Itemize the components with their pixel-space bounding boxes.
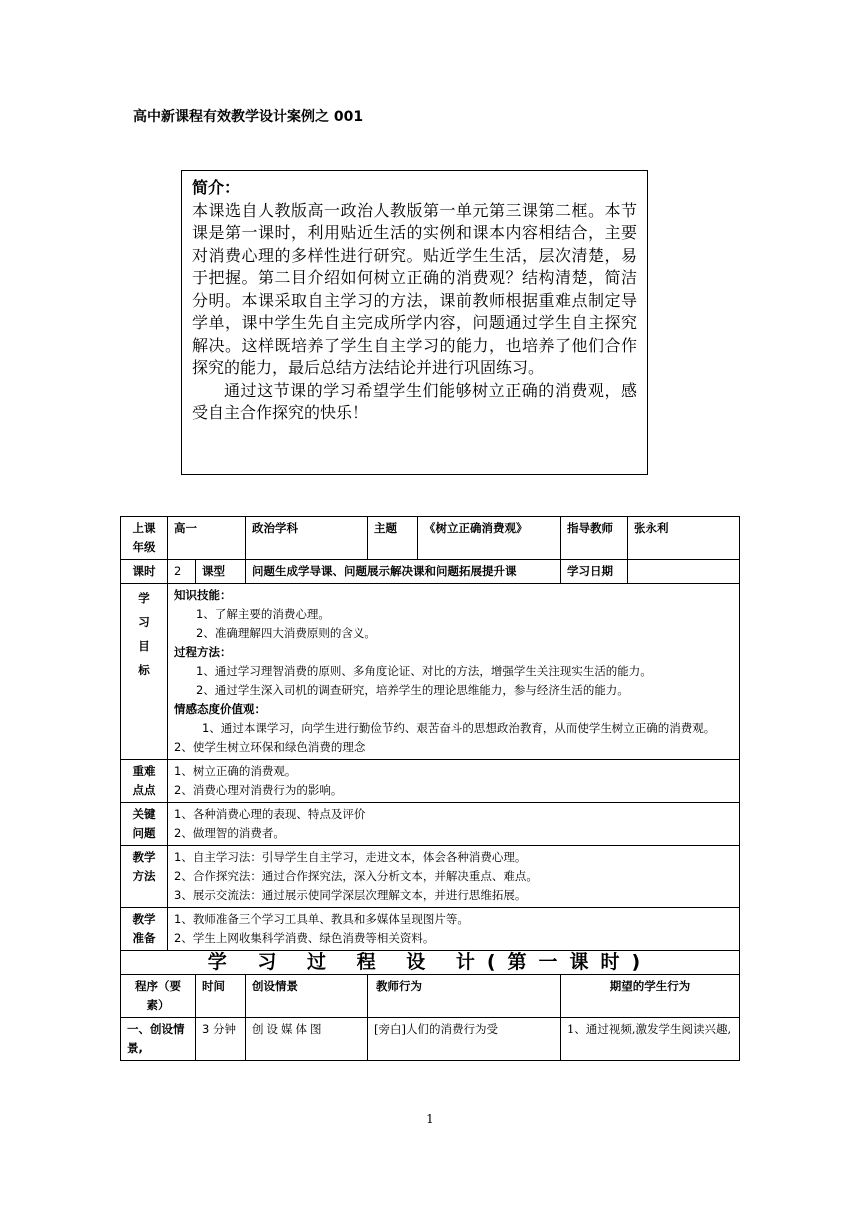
page-number: 1 [426, 1112, 434, 1126]
process-item: 2、通过学生深入司机的调查研究，培养学生的理论思维能力，参与经济生活的能力。 [196, 683, 629, 697]
prep-item: 2、学生上网收集科学消费、绿色消费等相关资料。 [174, 931, 435, 945]
intro-paragraph-2: 通过这节课的学习希望学生们能够树立正确的消费观，感受自主合作探究的快乐！ [192, 380, 637, 422]
process-item: 1、通过学习理智消费的原则、多角度论证、对比的方法，增强学生关注现实生活的能力。 [196, 664, 652, 678]
hours-value: 2 [168, 560, 196, 584]
key-issue-item: 2、做理智的消费者。 [174, 826, 285, 840]
process-cell: 创设媒体图 [246, 1018, 368, 1061]
process-header: 程序（要素） [121, 975, 196, 1018]
prep-label: 教学准备 [121, 908, 168, 951]
prep-row [121, 908, 740, 951]
knowledge-item: 1、了解主要的消费心理。 [196, 607, 330, 621]
objectives-label: 学习目标 [121, 584, 168, 760]
topic-value: 《树立正确消费观》 [418, 517, 561, 560]
key-points-row [121, 760, 740, 803]
key-issues-label: 关键问题 [121, 803, 168, 846]
key-issues-content [168, 803, 740, 846]
key-points-content [168, 760, 740, 803]
grade-label: 上课年级 [121, 517, 168, 560]
methods-row [121, 846, 740, 908]
process-row [121, 1018, 740, 1061]
lesson-plan-table [120, 516, 740, 1061]
process-title-row [121, 951, 740, 975]
objectives-row [121, 584, 740, 760]
topic-label: 主题 [368, 517, 418, 560]
grade-value: 高一 [168, 517, 246, 560]
knowledge-heading: 知识技能： [174, 588, 232, 602]
method-item: 3、展示交流法：通过展示使同学深层次理解文本，并进行思维拓展。 [174, 888, 527, 902]
emotion-item: 2、使学生树立环保和绿色消费的理念 [174, 740, 366, 754]
key-issue-item: 1、各种消费心理的表现、特点及评价 [174, 807, 366, 821]
process-title: 学 习 过 程 设 计(第一课时) [121, 951, 740, 975]
process-header: 创设情景 [246, 975, 368, 1018]
teacher-label: 指导教师 [561, 517, 628, 560]
emotion-item: 1、通过本课学习，向学生进行勤俭节约、艰苦奋斗的思想政治教育，从而使学生树立正确的消费观。 [202, 721, 716, 735]
key-points-label: 重难点点 [121, 760, 168, 803]
intro-heading: 简介： [192, 178, 241, 197]
intro-paragraph-1: 本课选自人教版高一政治人教版第一单元第三课第二框。本节课是第一课时，利用贴近生活的实例和课本内容相结合，主要对消费心理的多样性进行研究。贴近学生生活，层次清楚，易于把握。第二目介绍如何树立正确的消费观？结构清楚，简洁分明。本课采取自主学习的方法，课前教师根据重难点制定导学单，课中学生先自主完成所学内容，问题通过学生自主探究解决。这样既培养了学生自主学习的能力，也培养了他们合作探究的能力，最后总结方法结论并进行巩固练习。 [192, 200, 637, 377]
method-item: 1、自主学习法：引导学生自主学习，走进文本，体会各种消费心理。 [174, 850, 527, 864]
info-row-2 [121, 560, 740, 584]
key-issues-row [121, 803, 740, 846]
process-cell: 1、通过视频,激发学生阅读兴趣, [561, 1018, 740, 1061]
process-header: 时间 [196, 975, 246, 1018]
process-heading: 过程方法： [174, 645, 232, 659]
knowledge-item: 2、准确理解四大消费原则的含义。 [196, 626, 376, 640]
process-cell: [旁白]人们的消费行为受 [368, 1018, 561, 1061]
hours-label: 课时 [121, 560, 168, 584]
process-header: 教师行为 [368, 975, 561, 1018]
process-cell: 一、创设情景, [121, 1018, 196, 1061]
prep-content [168, 908, 740, 951]
key-point-item: 1、树立正确的消费观。 [174, 764, 297, 778]
key-point-item: 2、消费心理对消费行为的影响。 [174, 783, 343, 797]
date-value [628, 560, 740, 584]
process-header: 期望的学生行为 [561, 975, 740, 1018]
intro-box [181, 170, 648, 475]
date-label: 学习日期 [561, 560, 628, 584]
process-header-row [121, 975, 740, 1018]
prep-item: 1、教师准备三个学习工具单、教具和多媒体呈现图片等。 [174, 912, 469, 926]
emotion-heading: 情感态度价值观： [174, 702, 266, 716]
info-row-1 [121, 517, 740, 560]
teacher-value: 张永利 [628, 517, 740, 560]
type-label: 课型 [196, 560, 246, 584]
objectives-content [168, 584, 740, 760]
document-title: 高中新课程有效教学设计案例之 001 [133, 109, 364, 125]
subject-value: 政治学科 [246, 517, 368, 560]
method-item: 2、合作探究法：通过合作探究法，深入分析文本，并解决重点、难点。 [174, 869, 538, 883]
process-cell: 3 分钟 [196, 1018, 246, 1061]
type-value: 问题生成学导课、问题展示解决课和问题拓展提升课 [246, 560, 561, 584]
methods-label: 教学方法 [121, 846, 168, 908]
methods-content [168, 846, 740, 908]
